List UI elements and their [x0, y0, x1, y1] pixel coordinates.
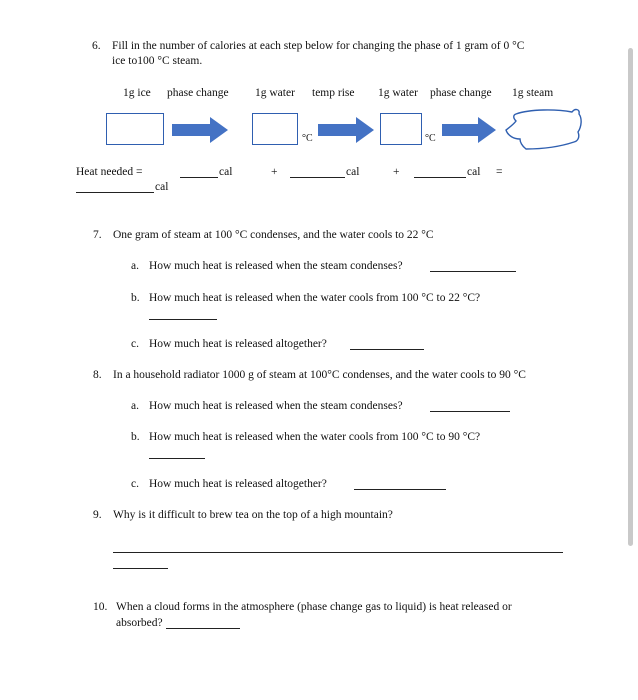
cal-unit-1: cal	[219, 166, 233, 178]
q7b-answer-blank[interactable]	[149, 309, 217, 320]
q9-answer-line-1[interactable]	[113, 542, 563, 553]
q7-number: 7.	[93, 229, 102, 241]
q7c-text: How much heat is released altogether?	[149, 338, 327, 350]
q9-answer-line-2[interactable]	[113, 558, 168, 569]
q6-text-line2: ice to100 °C steam.	[112, 55, 203, 67]
q8a-letter: a.	[131, 400, 139, 412]
q8c-text: How much heat is released altogether?	[149, 478, 327, 490]
q7b-letter: b.	[131, 292, 140, 304]
label-water-1: 1g water	[255, 87, 295, 99]
arrow-right-icon	[172, 117, 228, 143]
q10-text-line2: absorbed?	[116, 617, 163, 629]
q8a-text: How much heat is released when the steam condenses?	[149, 400, 403, 412]
water-answer-box-2[interactable]	[380, 113, 422, 145]
q7c-letter: c.	[131, 338, 139, 350]
heat-needed-label: Heat needed =	[76, 166, 143, 178]
label-phase-change-2: phase change	[430, 87, 492, 99]
q9-text: Why is it difficult to brew tea on the top of a high mountain?	[113, 509, 393, 521]
scrollbar[interactable]	[628, 48, 633, 546]
q8-text: In a household radiator 1000 g of steam at 100°C condenses, and the water cools to 90 °C	[113, 369, 526, 381]
cal-unit-2: cal	[346, 166, 360, 178]
unit-celsius-1: °C	[302, 133, 313, 144]
q10-text-line1: When a cloud forms in the atmosphere (phase change gas to liquid) is heat released or	[116, 601, 512, 613]
ice-answer-box[interactable]	[106, 113, 164, 145]
label-steam: 1g steam	[512, 87, 554, 99]
q7-text: One gram of steam at 100 °C condenses, and the water cools to 22 °C	[113, 229, 434, 241]
unit-celsius-2: °C	[425, 133, 436, 144]
q8b-letter: b.	[131, 431, 140, 443]
q7b-text: How much heat is released when the water cools from 100 °C to 22 °C?	[149, 292, 481, 304]
q6-text-line1: Fill in the number of calories at each step below for changing the phase of 1 gram of 0 °C	[112, 40, 525, 52]
label-ice: 1g ice	[123, 87, 151, 99]
q8b-answer-blank[interactable]	[149, 448, 205, 459]
cal-unit-total: cal	[155, 181, 169, 193]
q7a-text: How much heat is released when the steam condenses?	[149, 260, 403, 272]
q7a-answer-blank[interactable]	[430, 261, 516, 272]
heat-blank-2[interactable]	[290, 167, 345, 178]
q8b-text: How much heat is released when the water cools from 100 °C to 90 °C?	[149, 431, 481, 443]
q6-number: 6.	[92, 40, 101, 52]
arrow-right-icon	[318, 117, 374, 143]
q9-number: 9.	[93, 509, 102, 521]
heat-blank-1[interactable]	[180, 167, 218, 178]
label-phase-change-1: phase change	[167, 87, 229, 99]
q8a-answer-blank[interactable]	[430, 401, 510, 412]
heat-blank-3[interactable]	[414, 167, 466, 178]
q10-answer-blank[interactable]	[166, 618, 240, 629]
water-answer-box-1[interactable]	[252, 113, 298, 145]
label-water-2: 1g water	[378, 87, 418, 99]
q7a-letter: a.	[131, 260, 139, 272]
label-temp-rise: temp rise	[312, 87, 355, 99]
plus-sign-1: +	[271, 166, 278, 178]
q10-number: 10.	[93, 601, 108, 613]
q8-number: 8.	[93, 369, 102, 381]
equals-sign: =	[496, 166, 503, 178]
q8c-letter: c.	[131, 478, 139, 490]
q8c-answer-blank[interactable]	[354, 479, 446, 490]
heat-total-blank[interactable]	[76, 182, 154, 193]
arrow-right-icon	[442, 117, 496, 143]
steam-cloud-icon[interactable]	[502, 106, 584, 154]
q7c-answer-blank[interactable]	[350, 339, 424, 350]
plus-sign-2: +	[393, 166, 400, 178]
cal-unit-3: cal	[467, 166, 481, 178]
